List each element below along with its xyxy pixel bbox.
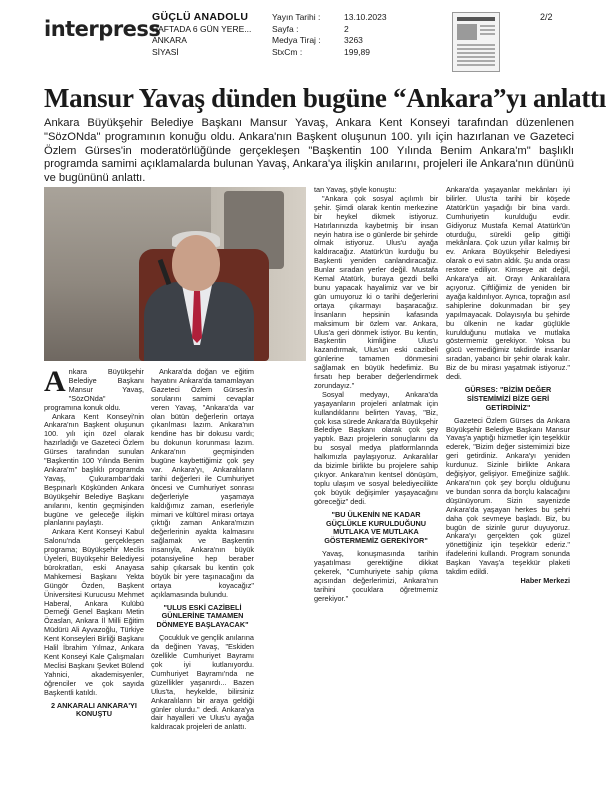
paragraph: Ankara'da doğan ve eğitim hayatını Ankara'da tamamlayan Gazeteci Özlem Gürses'in sorularını samimi cevaplar veren Yavaş, "Ankara'da var olan bütün değerlerin ortaya çıkarılması lazım. Ankara'nın kendine has bir dokusu vardı; bu dokunun korunması lazım. Ankara'nın geçmişinden bugüne kaybettiğimiz çok şey var. Ankara'yı, Ankaralıların tarihi değerleri ile Cumhuriyet öncesi ve Cumhuriyet sonrası değerleriyle yaşamaya kaldığımız zaman, eserleriyle mimari ve kültürel mirası ortaya çıktığı zaman Ankara'mızın değerlerinin ayakta kalmasını sağlamak ve Başkentin insanıyla, Ankara'nın büyük potansiyeline hep beraber sahip çıkarsak bu kentin çok büyük bir yere taşınacağını da ortaya koyacağız" açıklamasında bulundu.	[151, 367, 254, 599]
page-count: 2/2	[540, 12, 553, 22]
article-lead: Ankara Büyükşehir Belediye Başkanı Mansur Yavaş, Ankara Kent Konseyi tarafından düzenlenen "SözONda" programının konuğu oldu. Ankara'nın Başkent oluşunun 100. yılı için hazırlanan ve Gazeteci Özlem Gürses'in moderatörlüğünde gerçekleşen "Başkentin 100 Yılında Benim Ankara'm" başlıklı programda samimi açıklamalarda bulunan Yavaş, Ankara'ya ilişkin anılarını, projeleri ile Ankara'nın dününü ve bugününü anlattı.	[44, 117, 574, 185]
article-photo	[44, 187, 306, 361]
meta-label: StxCm :	[272, 46, 303, 57]
publication-city: ANKARA	[152, 35, 187, 45]
meta-value: 2	[344, 23, 349, 34]
meta-value: 3263	[344, 35, 363, 45]
article-headline: Mansur Yavaş dünden bugüne “Ankara”yı anlattı	[44, 83, 606, 113]
thumbnail-text-line	[457, 48, 495, 50]
subheading: "ULUS ESKİ CAZİBELİ GÜNLERİNE TAMAMEN DÖNMEYE BAŞLAYACAK"	[156, 602, 249, 630]
meta-label: Medya Tiraj :	[272, 35, 321, 45]
meta-row-page	[272, 24, 387, 36]
article-column-4	[446, 186, 570, 586]
paragraph: Yavaş, konuşmasında tarihin yaşatılması gerektiğine dikkat çekerek, "Cumhuriyete sahip çıkma açısından değerlerimizi, Ankara'nın tarihini çocuklara öğretmemiz gerekiyor."	[314, 549, 438, 603]
paragraph: Gazeteci Özlem Gürses da Ankara Büyükşehir Belediye Başkanı Mansur Yavaş'a yaptığı hizmetler için teşekkür ederek, "Bizim değer sistemimizi bize geri getirdiniz. Ankara'yı yeniden kurdunuz. Sizinle birlikte Ankara değişiyor, gelişiyor. Emeğinize sağlık. Ankara'nın çok şey borçlu olduğunu ve bundan sonra da borçlu kalacağını düşünüyorum. Sizin sayenizde Ankara'da yaşayan herkes bu şehri daha çok sevmeye başladı. Biz, bu bugün de sizinle gurur duyuyoruz. Ankara'yı gerçekten çok güzel yönettiğiniz için teşekkür ederiz." ifadelerini kullandı. Program sonunda Başkan Yavaş'a teşekkür plaketi takdim edildi.	[446, 415, 570, 577]
thumbnail-text-line	[457, 56, 495, 58]
meta-row-circulation	[272, 35, 387, 47]
subheading: 2 ANKARALI ANKARA'YI KONUŞTU	[51, 700, 137, 719]
paragraph: "Ankara çok sosyal açılımlı bir şehir. Şimdi olarak kentin merkezine bir heykel dikmek istiyoruz. Hatırlarınızda kaybetmiş bir insan neyin hatıra ise o günlerde bir şehirde olmak istiyoruz. Ulus'u ayağa kaldıracağız. Atatürk'ün kurduğu bu Başkenti yeniden canlandıracağız. Bunlar sıradan yerler değil. Mustafa Kemal Atatürk, buraya gezdi belki bunu yapacak hayalimiz var ve bir gün umuyoruz ki o tarihi değerlerini ortaya çıkarmayı başaracağız. İnsanların hepsinin kafasında maksimum bir özlem var. Ankara, Ulus'a geri dönmek istiyor. Bu kentin, Başkentin kimliğine Ulus'u kazandırmak, Ulus'un eski cazibeli günlerine tamamen dönmesini sağlamak en büyük hedefimiz. Bu fırsatı hep beraber değerlendirmek zorundayız."	[314, 193, 438, 390]
author-signature: Haber Merkezi	[520, 575, 570, 585]
photo-person-head	[172, 235, 220, 291]
thumbnail-text-line	[480, 29, 495, 31]
publication-name: GÜÇLÜ ANADOLU	[152, 11, 249, 23]
thumbnail-text-line	[457, 52, 495, 54]
subheading: GÜRSES: "BİZİM DEĞER SİSTEMİMİZİ BİZE GERİ GETİRDİNİZ"	[464, 384, 552, 412]
paragraph: Ankara'da yaşayanlar mekânları iyi bilirler. Ulus'ta tarihi bir köşede Atatürk'ün yaşadığı bir bina vardı. Cumhuriyetin kurulduğu evdir. Gidiyoruz Mustafa Kemal Atatürk'ün oturduğu, sürekli gelip gittiği mekânlara. Çok uzun yıllar kalmış bir ev. Ankara Büyükşehir Belediyesi olarak o evi satın aldık. Şu anda orası restore ediliyor. Kimseye ait değil, Ankara'ya ait. Orayı Ankaralılara açıyoruz. Çiftliğimiz de yeniden bir ayağa kaldırılıyor. Ayrıca, toprağın asıl sahiplerine dokunmadan bir şey yapılmayacak. Dolayısıyla bu şehirde bu ülkenin ne kadar güçlükle kurulduğunu mutlaka ve mutlaka göstermemiz gerekiyor. Yoksa bu gücü vermediğimiz takdirde insanlar sıradan, yabancı bir şehir olarak kalır. Biz de bu mirası yaşatmak istiyoruz." dedi.	[446, 185, 570, 382]
clipping-metadata	[272, 12, 387, 58]
publication-frequency: HAFTADA 6 GÜN YERE...	[152, 23, 252, 34]
thumbnail-text-line	[457, 60, 495, 62]
publication-info	[152, 12, 251, 58]
thumbnail-photo	[457, 24, 477, 40]
paragraph	[44, 365, 144, 413]
article-column-2	[151, 368, 254, 732]
thumbnail-text-line	[457, 44, 495, 46]
meta-label: Sayfa :	[272, 23, 299, 34]
publication-category: SİYASİ	[152, 46, 179, 57]
thumbnail-text-line	[480, 33, 495, 35]
meta-label: Yayın Tarihi :	[272, 12, 321, 22]
meta-value: 199,89	[344, 46, 370, 57]
subheading: "BU ÜLKENİN NE KADAR GÜÇLÜKLE KURULDUĞUNU MUTLAKA VE MUTLAKA GÖSTERMEMİZ GEREKİYOR"	[324, 509, 428, 546]
thumbnail-text-line	[457, 64, 495, 66]
paragraph: Sosyal medyayı, Ankara'da yaşayanların projeleri anlatmak için kullandıklarını belirten Yavaş, "Biz, çok kısa sürede Ankara'da Büyükşehir Belediye Başkanı olarak çok şey yaptık. Bazı projelerin sonuçlarını da bu sosyal medya platformlarında halkımızla paylaşıyoruz. Ankaralılar da bizimle birlikte bu projelere sahip çıkıyor. Ankara'nın kentsel dönüşüm, toplu ulaşım ve sosyal belediyecilikte çok büyük değişimler yaşayacağını göreceğiz" dedi.	[314, 389, 438, 506]
interpress-logo: interpress	[44, 17, 161, 41]
paragraph-text: nkara Büyükşehir Belediye Başkanı Mansur Yavaş, "SözONda" programına konuk oldu.	[44, 367, 144, 412]
page-thumbnail	[452, 12, 500, 72]
paragraph: Ankara Kent Konseyi'nin Ankara'nın Başkent oluşunun 100. yılı için özel olarak hazırladığı ve Gazeteci Özlem Gürses tarafından sunulan "Başkentin 100 Yılında Benim Ankara'm" başlıklı programda Yavaş, Çukurambar'daki Beşpınarlı Köşkünden Ankara Büyükşehir Belediye Başkanı anılarını, kentin geçmişinden bugüne ve geleceğe ilişkin planlarını paylaştı.	[44, 411, 144, 528]
meta-row-stxcm	[272, 47, 387, 59]
paragraph: tan Yavaş, şöyle konuştu:	[314, 185, 397, 194]
paragraph: Çocukluk ve gençlik anılarına da değinen Yavaş, "Eskiden özellikle Cumhuriyet Bayramı çok iyi kutlanıyordu. Cumhuriyet Bayramı'nda ne güzellikler yaşanırdı... Bazen Ulus'ta, heykelde, bilirsiniz Ankaralıların bir araya geldiği günler olurdu." dedi. Ankara'ya dair hayalleri ve Ulus'u ayağa kaldıracak projeleri de anlattı.	[151, 633, 254, 732]
article-column-3	[314, 186, 438, 604]
drop-cap: A	[44, 365, 66, 398]
paragraph: Ankara Kent Konseyi Kabul Salonu'nda gerçekleşen programa; Büyükşehir Meclis Üyeleri, Büyükşehir Belediyesi bürokratları, eski Anayasa Mahkemesi Başkanı Yekta Güngör Özden, Başkent Üniversitesi Kurucusu Mehmet Haberal, Ankara Kulübü Derneği Genel Başkanı Metin Özaslan, Ankara İl Milli Eğitim Müdürü Ali Ayvazoğlu, Türkiye Kent Konseyleri Birliği Başkanı Halil İbrahim Yılmaz, Ankara Kent Konseyi Kale Çalışmaları Meclisi Başkanı Şevket Bülend Yahnici, akademisyenler, öğrenciler ve çok sayıda Başkentli katıldı.	[44, 527, 144, 697]
clipping-header	[0, 0, 612, 76]
article-column-1	[44, 365, 144, 723]
thumbnail-headline-bar	[457, 17, 495, 21]
meta-row-date	[272, 12, 387, 24]
thumbnail-text-line	[480, 25, 495, 27]
meta-value: 13.10.2023	[344, 12, 387, 22]
